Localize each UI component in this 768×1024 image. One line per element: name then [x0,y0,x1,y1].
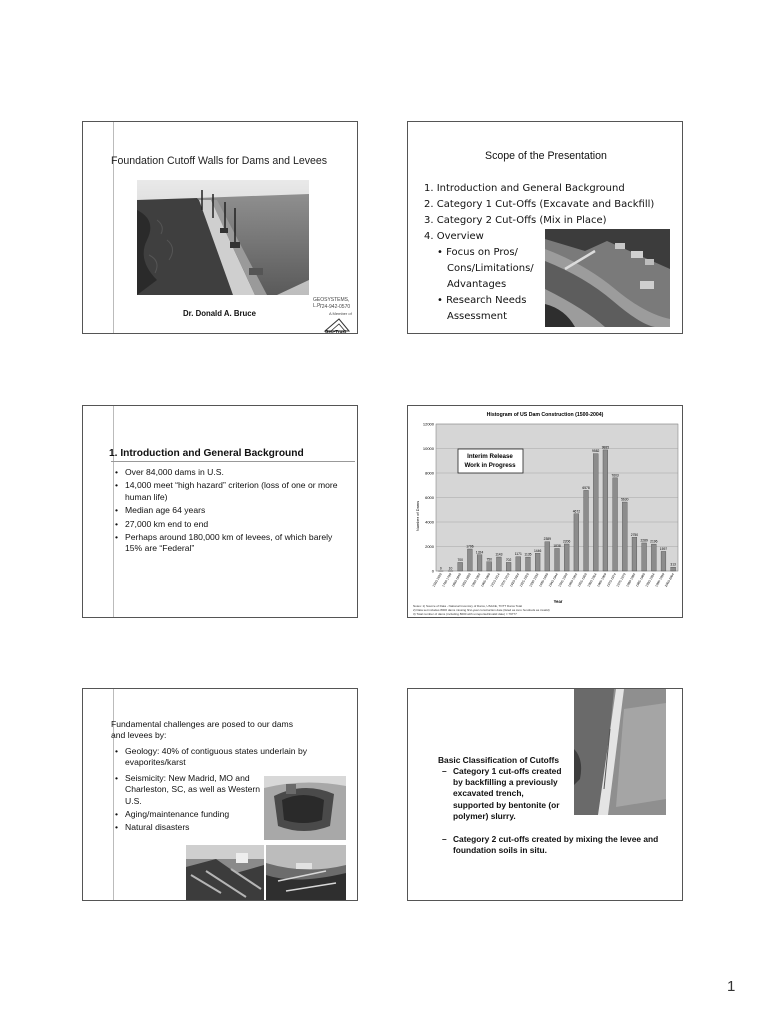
histogram-bar [661,551,666,571]
bar-value-label: 702 [505,557,512,562]
bar-value-label: 10 [448,566,453,571]
histogram-bar [632,537,637,571]
classification-item [442,834,672,856]
chart-title: Histogram of US Dam Construction (1500-2004) [486,412,604,418]
x-tick-label: 1995-1999 [654,572,666,588]
bar-value-label: 1838 [553,543,561,548]
histogram-bar [535,553,540,571]
slide-5 [82,688,358,901]
bar-value-label: 2206 [563,539,571,544]
x-tick-label: 1930-1934 [528,572,540,588]
histogram-bar [497,557,502,571]
bar-value-label: 0 [439,566,442,571]
x-tick-label: 1960-1964 [586,572,598,588]
histogram-bar [622,502,627,571]
scope-subitem: Assessment [447,311,507,322]
x-tick-label: 1950-1954 [567,572,579,588]
scope-subitem: Advantages [447,279,507,290]
histogram-bar [467,549,472,571]
slide-title: Scope of the Presentation [485,150,607,162]
histogram-bar [526,557,531,571]
slide-1 [82,121,358,334]
chart-note: 3) Total number of dams (including 8000 with unreported/invalid date) = 79777 [413,612,517,616]
x-tick-label: 1975-1979 [615,572,627,588]
slide-intro [111,719,293,742]
y-tick-label: 8000 [425,470,434,476]
bar-value-label: 6578 [582,485,590,490]
x-tick-label: 1910-1914 [489,572,501,588]
bar-value-label: 1796 [466,544,474,549]
x-tick-label: 2000-2004 [663,572,676,588]
y-tick-label: 6000 [425,495,434,500]
page-number: 1 [727,978,736,995]
scope-item: 3. Category 2 Cut-Offs (Mix in Place) [424,215,607,226]
bar-value-label: 7603 [611,473,619,478]
x-axis-label: Year [553,599,563,604]
bar-value-label: 1135 [524,552,532,557]
histogram-bar [506,562,511,571]
flood-damage-photo [266,845,346,901]
histogram-bar [584,490,589,571]
intro-line: and levees by: [111,730,167,741]
x-tick-label: 1905-1909 [480,572,492,588]
bar-value-label: 2389 [543,537,551,542]
y-tick-label: 0 [431,568,434,574]
slide-title: Basic Classification of Cutoffs [438,755,559,765]
y-tick-label: 2000 [425,544,434,549]
scope-item: 4. Overview [424,231,484,242]
histogram-bar [458,562,463,571]
scope-subitem: Cons/Limitations/ [447,263,534,274]
x-tick-label: 1500-1699 [431,572,443,588]
x-tick-label: 1945-1949 [557,572,569,588]
scope-item: 2. Category 1 Cut-Offs (Excavate and Backfill) [424,199,655,210]
bullet-item: • Geology: 40% of contiguous states underlain by evaporites/karst [113,746,347,769]
classification-text: Category 2 cut-offs created by mixing the levee and foundation soils in situ. [453,834,659,856]
bullet-item: • Over 84,000 dams in U.S. [113,467,349,478]
histogram-bar [487,562,492,571]
bar-value-label: 5630 [621,497,629,502]
bullet-item: • Aging/maintenance funding [113,809,263,820]
dam-histogram-chart [408,406,682,617]
histogram-bar [671,567,676,571]
bar-value-label: 1143 [495,552,503,557]
bar-value-label: 4672 [572,509,581,514]
slide-3 [82,405,358,618]
bar-value-label: 1324 [475,550,484,555]
bullet-item: • Natural disasters [113,822,263,833]
slide-2 [407,121,683,334]
x-tick-label: 1800-1849 [450,572,463,588]
bullet-item: • Median age 64 years [113,505,349,516]
x-tick-label: 1925-1929 [518,572,530,588]
bullet-item: • 27,000 km end to end [113,519,349,530]
histogram-bar [593,454,598,571]
histogram-bar [642,543,647,571]
classification-item [442,766,580,822]
bar-value-label: 2289 [640,538,648,543]
bar-value-label: 313 [670,562,676,567]
dash-icon: – [442,834,447,844]
histogram-bar [613,478,618,571]
histogram-bar [651,544,656,571]
author-name: Dr. Donald A. Bruce [183,309,256,318]
bar-value-label: 9885 [601,445,610,450]
slide-title: Foundation Cutoff Walls for Dams and Levees [111,155,328,167]
sinkhole-photo [264,776,346,840]
bullet-item: • 14,000 meet “high hazard” criterion (loss of one or more human life) [113,480,349,503]
background-bullets [113,467,349,557]
y-tick-labels [423,422,435,574]
bullet-item: • Perhaps around 180,000 km of levees, of which barely 15% are “Federal” [113,532,349,555]
x-tick-label: 1920-1924 [509,572,521,588]
slide-title: 1. Introduction and General Background [109,448,304,459]
bar-value-label: 700 [457,557,463,562]
y-axis-label: Number of Dams [415,500,420,532]
bar-value-label: 1446 [533,548,542,553]
bar-value-label: 1597 [659,546,668,551]
company-name: GEOSYSTEMS, L.P. [313,297,350,309]
levee-construction-photo [137,180,309,295]
bullet-icon: • [437,247,443,258]
slide-divider-line [113,122,114,333]
x-tick-label: 1915-1919 [499,572,511,588]
geotrust-logo [321,311,357,334]
x-tick-label: 1940-1944 [547,572,559,588]
histogram-bar [564,544,569,571]
logo-name: Geo-Trust [325,329,347,334]
bullet-item: • Seismicity: New Madrid, MO and Charleston, SC, as well as Western U.S. [113,773,263,807]
x-tick-label: 1850-1899 [460,572,472,588]
bar-value-label: 2196 [650,539,658,544]
histogram-bar [477,555,482,571]
bar-value-label: 750 [486,557,492,562]
aerial-dam-photo [574,689,666,815]
intro-line: Fundamental challenges are posed to our dams [111,719,294,729]
company-phone: 724-942-0570 [319,304,351,310]
bar-value-label: 2750 [630,532,639,537]
slide-title-underline [111,461,355,462]
y-tick-label: 4000 [425,519,434,525]
x-tick-label: 1935-1939 [538,572,550,588]
chart-note: 2) Data set includes 8000 dams missing first-year construction date (listed as zero hundreds as invalid) [413,608,550,612]
histogram-bar [574,514,579,571]
slide-6 [407,688,683,901]
classification-text: Category 1 cut-offs created by backfilling a previously excavated trench, supported by bentonite (or polymer) slurry. [453,766,562,821]
histogram-bar [545,542,550,571]
x-tick-label: 1990-1994 [644,572,656,588]
x-tick-labels [432,572,676,587]
scope-subitem: Focus on Pros/ [446,247,518,258]
scope-item: 1. Introduction and General Background [424,183,625,194]
x-tick-label: 1955-1959 [576,572,588,588]
scope-subitem: Research Needs [446,295,527,306]
x-tick-label: 1965-1969 [596,572,608,588]
x-tick-label: 1980-1984 [625,572,637,588]
bar-value-label: 1171 [514,552,522,557]
x-tick-label: 1900-1904 [470,572,482,588]
y-tick-label: 10000 [422,446,434,451]
annotation-text: Interim Release [467,453,513,460]
challenges-bullets [113,746,308,836]
logo-caption: A Member of [329,311,352,316]
histogram-bar [555,548,560,571]
annotation-text: Work in Progress [464,462,516,469]
x-tick-label: 1970-1974 [605,572,617,588]
y-tick-label: 12000 [422,421,434,427]
x-tick-label: 1700-1799 [441,572,453,588]
aerial-river-photo [545,229,670,327]
histogram-bar [516,557,521,571]
histogram-bar [603,450,608,571]
dash-icon: – [442,766,447,776]
bar-value-label: 9582 [592,449,600,454]
disaster-debris-photo [186,845,264,901]
bullet-icon: • [437,295,443,306]
chart-note: Notes: 1) Source of Data - National Inventory of Dams, USACE, TOTT Dams Total [413,604,522,608]
slide-4 [407,405,683,618]
x-tick-label: 1985-1989 [634,572,646,588]
